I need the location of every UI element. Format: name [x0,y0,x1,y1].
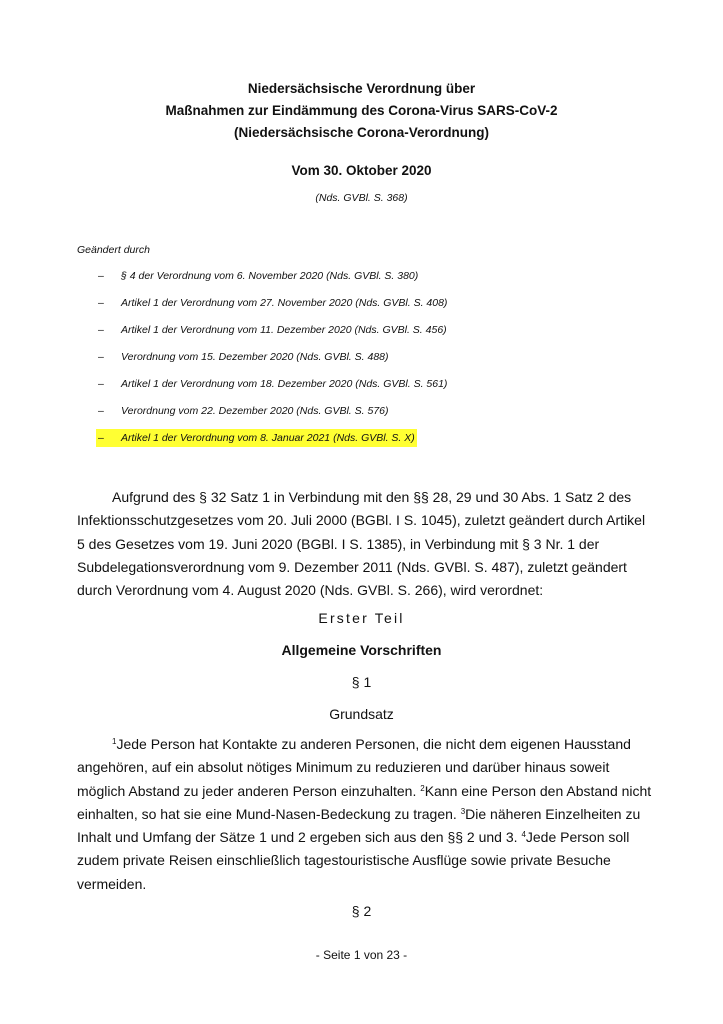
preamble-paragraph [77,486,657,602]
list-dash: – [98,324,104,336]
sentence-number: 4 [521,830,526,840]
list-dash: – [98,405,104,417]
paragraph-line: angehören, auf ein absolut nötiges Minimum zu reduzieren und darüber hinaus soweit [77,759,610,776]
sentence-text: Jede Person soll [525,829,630,846]
list-dash: – [98,378,104,390]
preamble-line: 5 des Gesetzes vom 19. Juni 2020 (BGBl. I S. 1385), in Verbindung mit § 3 Nr. 1 der [77,535,600,552]
amendment-item [98,267,418,285]
paragraph-line: zudem private Reisen einschließlich tagestouristische Ausflüge sowie private Besuche [77,852,611,869]
paragraph-line [77,826,657,849]
amendment-item [98,402,389,420]
paragraph-line [77,780,657,803]
preamble-line: Infektionsschutzgesetzes vom 20. Juli 2000 (BGBl. I S. 1045), zuletzt geändert durch Artikel [77,512,646,529]
section-2-number: § 2 [351,903,372,919]
issue-date: Vom 30. Oktober 2020 [291,163,432,178]
section-1-title: Grundsatz [329,706,394,722]
amendment-text: Artikel 1 der Verordnung vom 11. Dezember 2020 (Nds. GVBl. S. 456) [121,324,447,336]
preamble-line: durch Verordnung vom 4. August 2020 (Nds. GVBl. S. 266), wird verordnet: [77,582,544,599]
preamble-line: Aufgrund des § 32 Satz 1 in Verbindung mit den §§ 28, 29 und 30 Abs. 1 Satz 2 des [112,489,632,505]
sentence-number: 3 [460,806,466,816]
amendment-item-highlighted [96,429,417,447]
amended-by-label: Geändert durch [77,244,150,256]
sentence-text: einhalten, so hat sie eine Mund-Nasen-Bedeckung zu tragen. [77,805,461,822]
sentence-text: Inhalt und Umfang der Sätze 1 und 2 ergeben sich aus den §§ 2 und 3. [77,829,522,846]
amendment-item [98,348,389,366]
amendment-text: Artikel 1 der Verordnung vom 18. Dezember 2020 (Nds. GVBl. S. 561) [121,378,448,390]
paragraph-line [77,803,657,826]
section-1-paragraph [77,733,657,896]
list-dash: – [98,351,104,363]
amendment-item [98,375,447,393]
list-dash: – [98,270,104,282]
list-dash: – [98,297,104,309]
amendment-text: Verordnung vom 15. Dezember 2020 (Nds. GVBl. S. 488) [121,351,389,363]
amendment-text: § 4 der Verordnung vom 6. November 2020 (Nds. GVBl. S. 380) [121,270,419,282]
amendment-item [98,294,447,312]
amendment-item [98,321,447,339]
gvbl-reference: (Nds. GVBl. S. 368) [315,192,408,204]
part-heading: Erster Teil [318,610,405,626]
sentence-number: 1 [112,737,117,746]
paragraph-line [77,733,657,756]
sentence-text: möglich Abstand zu jeder anderen Person einzuhalten. [77,782,421,799]
title-line-3: (Niedersächsische Corona-Verordnung) [233,125,490,140]
amendment-text: Verordnung vom 22. Dezember 2020 (Nds. GVBl. S. 576) [121,405,389,417]
amendment-text: Artikel 1 der Verordnung vom 8. Januar 2021 (Nds. GVBl. S. X) [121,432,415,444]
section-1-number: § 1 [351,674,372,690]
paragraph-line: vermeiden. [77,875,147,892]
page-footer: - Seite 1 von 23 - [315,948,408,962]
title-line-1: Niedersächsische Verordnung über [247,81,476,96]
sentence-text: Kann eine Person den Abstand nicht [424,782,652,799]
sentence-number: 2 [420,783,425,793]
sentence-text: Die näheren Einzelheiten zu [465,805,641,822]
sentence-text: Jede Person hat Kontakte zu anderen Personen, die nicht dem eigenen Hausstand [116,736,631,752]
part-title: Allgemeine Vorschriften [281,642,442,658]
list-dash: – [98,432,104,444]
preamble-line: Subdelegationsverordnung vom 9. Dezember 2011 (Nds. GVBl. S. 487), zuletzt geändert [77,558,627,575]
amendment-text: Artikel 1 der Verordnung vom 27. November 2020 (Nds. GVBl. S. 408) [121,297,448,309]
title-line-2: Maßnahmen zur Eindämmung des Corona-Virus SARS-CoV-2 [165,103,558,118]
